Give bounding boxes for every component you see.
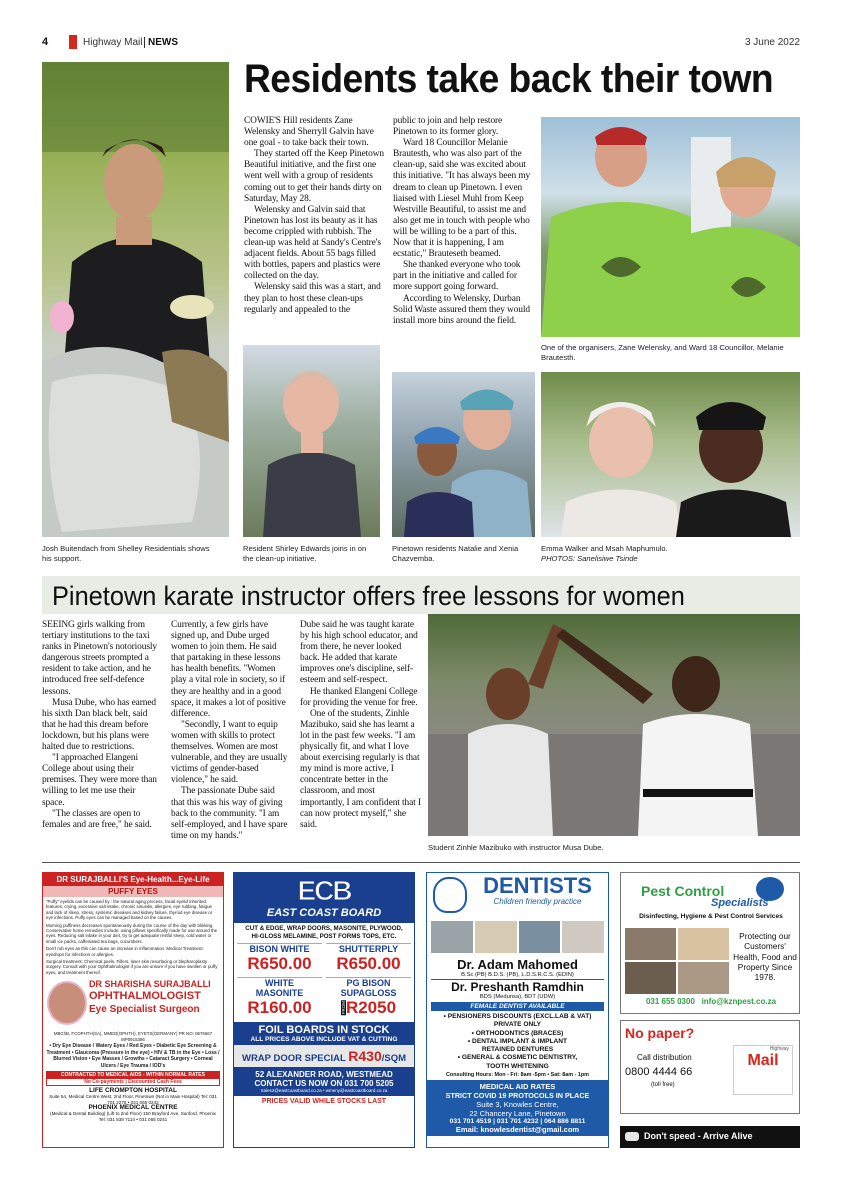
story1-headline: Residents take back their town: [244, 57, 774, 101]
story1-p4: Welensky said this was a start, and they plan to host these clean-ups regularly and appealed to the: [244, 282, 381, 315]
speed-text: Don't speed - Arrive Alive: [644, 1131, 753, 1141]
dent-med1: MEDICAL AID RATES: [479, 1082, 556, 1092]
ecb-p4-price: R2050: [345, 998, 397, 1017]
ecb-wrap-row: [234, 1045, 414, 1067]
caption-organisers: One of the organisers, Zane Welensky, and Ward 18 Councillor, Melanie Brautesth.: [541, 343, 784, 362]
story1-p1: COWIE'S Hill residents Zane Welensky and Sherryll Galvin have one goal - to take back their town.: [244, 116, 374, 149]
page-number: 4: [42, 36, 49, 48]
story2-p8: Dube said he was taught karate by his high school educator, and from there, he never looked back. He added that karate improves one's discipline, self-esteem and self-respect.: [300, 620, 418, 686]
paper-q: No paper?: [625, 1025, 695, 1041]
ad-eye-hosp1: LIFE CROMPTON HOSPITAL: [89, 1087, 177, 1095]
story1-p5: public to join and help restore Pinetown to its former glory.: [393, 116, 503, 138]
caption-emma-text: Emma Walker and Msah Maphumulo.: [541, 544, 668, 553]
story1-col2: [393, 116, 536, 327]
paper-logo-top: Highway: [769, 1046, 789, 1052]
dent-photos: [427, 919, 608, 955]
story2-p4: "The classes are open to females and are free," he said.: [42, 808, 152, 830]
dent-email: Email: knowlesdentist@gmail.com: [455, 1125, 580, 1135]
dent-addr2: 22 Chancery Lane, Pinetown: [469, 1109, 566, 1119]
story2-p1: SEEING girls walking from tertiary institutions to the taxi ranks in Pinetown's notoriously dangerous streets prompted a resident to take action, and he introduced free self-defence lessons.: [42, 620, 157, 697]
ad-east-coast-board: [233, 872, 415, 1148]
ecb-p3-price: R160.00: [247, 998, 312, 1017]
issue-date: 3 June 2022: [744, 37, 800, 48]
ad-eye-doctor: DR SHARISHA SURAJBALLI: [89, 979, 211, 990]
story1-p3: Welensky and Galvin said that Pinetown has lost its beauty as it has become crippled with rubbish. The clean-up was held at Sandy's Centre's adjacent fields. About 55 bags filled with bottles, papers and plastics were collected on the day.: [244, 204, 381, 282]
ecb-p3-label: WHITE MASONITE: [255, 978, 304, 998]
ad-pest-control: [620, 872, 800, 1014]
photo-josh: [42, 62, 229, 537]
ad-eye-puffy: PUFFY EYES: [43, 886, 223, 897]
story2-p7: The passionate Dube said that this was his way of giving back to the community. "I am self-employed, and I have spare time on my hands.": [171, 786, 288, 841]
story2-p6: "Secondly, I want to equip women with skills to protect themselves. Women are most vulnerable, and they are usually victims of gender-based violence," he said.: [171, 719, 288, 786]
pest-protect: Protecting our Customers' Health, Food and Property Since 1978.: [733, 931, 797, 983]
header-divider: [144, 37, 145, 48]
story2-p2: Musa Dube, who has earned his sixth Dan black belt, said that he had this dream before lockdown, but his plans were halted due to restrictions.: [42, 697, 156, 753]
photo-organisers: [541, 117, 800, 337]
ecb-price-box-3: [237, 977, 322, 1018]
dent-title: DENTISTS: [483, 873, 592, 898]
story1-p7: She thanked everyone who took part in the initiative and called for more support going forward.: [393, 260, 521, 293]
ecb-name: EAST COAST BOARD: [266, 907, 382, 919]
pest-sub: Specialists: [711, 897, 769, 909]
story1-p8: According to Welensky, Durban Solid Waste assured them they would install more bins around the field.: [393, 293, 530, 326]
dent-l5: RETAINED DENTURES: [481, 1046, 554, 1054]
ecb-p1-label: BISON WHITE: [249, 944, 310, 954]
paper-num: 0800 4444 66: [625, 1066, 693, 1078]
ecb-line2: HI-GLOSS MELAMINE, POST FORMS TOPS, ETC.: [251, 933, 397, 940]
dent-l6: • GENERAL & COSMETIC DENTISTRY,: [457, 1054, 578, 1062]
caption-karate: Student Zinhle Mazibuko with instructor Musa Dube.: [428, 843, 604, 852]
doctor-avatar: [47, 981, 87, 1025]
story2-p5: Currently, a few girls have signed up, and Dube urged women to join them. He said that partaking in these lessons has health benefits. "Women play a vital role in society, so if they are healthy and in a good space, it makes a lot of positive difference.: [171, 620, 286, 719]
dent-l4: • DENTAL IMPLANT & IMPLANT: [467, 1037, 568, 1045]
header-red-bar: [69, 35, 77, 49]
ad-eye-subtitle: Eye Specialist Surgeon: [89, 1004, 200, 1016]
story2-p3: "I approached Elangeni College about using their premises. They were more than willing to let me use their space.: [42, 753, 157, 808]
tooth-icon: [433, 877, 467, 913]
caption-josh: Josh Buitendach from Shelley Residentials shows his support.: [42, 544, 210, 563]
dent-addr1: Suite 3, Knowles Centre,: [476, 1100, 559, 1110]
ad-arrive-alive: [620, 1126, 800, 1148]
paper-logo: [733, 1045, 793, 1095]
story2-col1: [42, 620, 160, 831]
dent-med2: STRICT COVID 19 PROTOCOLS IN PLACE: [445, 1091, 590, 1101]
story2-col2: [171, 620, 289, 842]
ecb-emails: Sales2@eastcoastboard.co.za • wmeny@eastcoastboard.co.za: [260, 1088, 388, 1093]
story2-p10: One of the students, Zinhle Mazibuko, said she has learnt a lot in the past few weeks. "I am physically fit, and what I love about exercising regularly is that my mind is more active, I concentrate better in the classroom, and most importantly, I am confident that I can now protect myself," she said.: [300, 708, 421, 830]
story2-headline: Pinetown karate instructor offers free lessons for women: [52, 581, 685, 611]
ad-eye-hosp2: PHOENIX MEDICAL CENTRE: [88, 1104, 178, 1112]
story2-p9: He thanked Elangeni College for providing the venue for free.: [300, 686, 418, 708]
pest-images: [625, 928, 729, 994]
dent-sub: Children friendly practice: [493, 897, 582, 906]
dent-l1: • PENSIONERS DISCOUNTS (EXCL.LAB & VAT): [443, 1013, 592, 1020]
ecb-foil-banner: [234, 1022, 414, 1045]
ad-eye-hosp1-addr: Suite 54, Medical Centre West, 2nd Floor, Pinetown (Not in Main Hospital) Tel: 031 701 2276 • 031 065 0242: [49, 1093, 217, 1105]
page-header: [42, 35, 800, 51]
ecb-wrap: WRAP DOOR SPECIAL: [241, 1053, 346, 1064]
ad-eye-title: OPHTHALMOLOGIST: [89, 990, 201, 1003]
ad-eye-body3: Don't rub eyes as this can cause an increase in inflammation. Medical Treatment: eyedrops for infections or allergies.: [46, 946, 204, 957]
section-name: NEWS: [148, 37, 178, 48]
dent-phones: 031 701 4519 | 031 701 4232 | 064 886 8811: [449, 1118, 586, 1126]
dent-l7: TOOTH WHITENING: [486, 1062, 549, 1070]
ad-dentists: [426, 872, 609, 1148]
ad-eye-body1: "Puffy" eyelids can be caused by : the natural aging process, facial eyelid inherited features, crying, excessive salt intake, chronic sinusitis, allergies, eye rubbing, fatigue and lack of sleep, stress, systemic diseases and kidney failure, thyroid eye disease or eye infections. Puffy eyes can be managed based on the causes.: [46, 899, 213, 921]
dent-dr1: Dr. Adam Mahomed: [457, 957, 578, 972]
dent-hours: Consulting Hours: Mon - Fri: 8am -5pm • Sat: 8am - 1pm: [446, 1072, 589, 1079]
caption-photo-credit: PHOTOS: Sanelisiwe Tsinde: [541, 554, 638, 563]
publication-name: Highway Mail: [83, 37, 143, 48]
caption-shirley: Resident Shirley Edwards joins in on the clean-up initiative.: [243, 544, 367, 563]
ecb-addr: 52 ALEXANDER ROAD, WESTMEAD: [255, 1070, 393, 1079]
dent-female: FEMALE DENTIST AVAILABLE: [431, 1002, 604, 1011]
ad-eye-body2: Morning puffiness decreases spontaneously during the course of the day with blinking. Conservative home remedies include: using pillows specifically made for use around the eyes. Reducing salt intake in your diet, try to get adequate restful sleep, cold water or small ice packs, caffeinated tea bags, cucumbers.: [46, 922, 218, 944]
dent-dr1-q: B.Sc (PB) B.D.S. (PB), L.D.S.R.C.S. (EDIN): [431, 972, 604, 980]
ecb-price-box-4: [326, 977, 411, 1018]
paper-logo-text: Mail: [747, 1052, 779, 1069]
pest-title: Pest Control: [641, 883, 725, 899]
ecb-price-box-1: [237, 943, 322, 974]
ecb-wrap-unit: /SQM: [381, 1053, 407, 1064]
ad-eye-services: • Dry Eye Disease / Watery Eyes / Red Eyes • Diabetic Eye Screening & Treatment • Glaucoma (Pressure in the eye) • HIV & TB in the Eye • Loss / Blurred Vision • Eye Masses / Growths • Cataract Surgery • Corneal Ulcers / Eye Trauma / IOD's: [46, 1043, 220, 1069]
photo-karate: [428, 614, 800, 836]
story2-col3: [300, 620, 421, 831]
pest-tag: Disinfecting, Hygiene & Pest Control Services: [639, 913, 783, 920]
ad-eye-top: DR SURAJBALLI'S Eye-Health...Eye-Life: [43, 873, 223, 886]
dent-dr2-q: BDS (Medunsa), BDT (UDW): [479, 994, 556, 1000]
ecb-foil2: ALL PRICES ABOVE INCLUDE VAT & CUTTING: [250, 1036, 398, 1043]
ad-eye-contracted1: CONTRACTED TO MEDICAL AIDS - WITHIN NORMAL RATES: [61, 1072, 205, 1079]
photo-shirley: [243, 345, 380, 537]
caption-natalie: Pinetown residents Natalie and Xenia Chazvemba.: [392, 544, 519, 563]
dent-dr2: Dr. Preshanth Ramdhin: [451, 980, 584, 994]
ecb-wrap-price: R430: [348, 1048, 382, 1064]
ad-no-paper: [620, 1020, 800, 1114]
ad-eye-contracted: [46, 1071, 220, 1086]
ecb-price-box-2: [326, 943, 411, 974]
ecb-p2-price: R650.00: [336, 954, 401, 973]
ecb-p4-from: FROM: [340, 1001, 346, 1015]
story1-p2: They started off the Keep Pinetown Beautiful initiative, and the first one went well with a group of residents coming out to get their hands dirty on Saturday, May 28.: [244, 149, 384, 204]
dent-l2: PRIVATE ONLY: [493, 1021, 542, 1029]
dent-l3: • ORTHODONTICS (BRACES): [471, 1029, 564, 1037]
ecb-logo-letters: ECB: [297, 875, 351, 906]
ad-eye-quals: MBChB, FCOPHTH(SA), MMED(OPHTH), EYETS(GERMANY) PR NO: 0676667 MP0915386: [53, 1031, 213, 1042]
paper-call: Call distribution: [637, 1053, 692, 1062]
photo-natalie: [392, 372, 535, 537]
story1-p6: Ward 18 Councillor Melanie Brautesth, who was also part of the clean-up, said she was excited about this initiative. "It has always been my dream to clean up Pinetown. I even liaised with Liesel Muhl from Keep Westville Beautiful, to assist me and also get me in touch with people who will be willing to be a part of this. Now that it is happening, I am ecstatic," Brauteseth beamed.: [393, 138, 531, 260]
photo-emma: [541, 372, 800, 537]
ecb-foil1: FOIL BOARDS IN STOCK: [258, 1024, 390, 1036]
caption-emma: [541, 544, 800, 564]
ad-eye-hosp2-addr: (Medical & Dental Building) (Lift to 2nd Floor) 150 Brayford Ave, Sunford, Phoenix Tel: 031 538 7114 • 031 065 0241: [50, 1111, 216, 1123]
ecb-p4-label: PG BISON SUPAGLOSS: [340, 978, 397, 998]
ad-eye-body4: Surgical treatment: Chemical peels, Fillers, laser skin resurfacing or blepharoplasty surgery. Consult with your Ophthalmologist if you are unsure if you have swollen or puffy eyes, and treatment thereof.: [46, 959, 218, 975]
ad-eye-specialist: [42, 872, 224, 1148]
ecb-line1: CUT & EDGE, WRAP DOORS, MASONITE, PLYWOOD,: [245, 925, 403, 932]
ads-divider: [42, 862, 800, 863]
pest-email: info@kznpest.co.za: [701, 997, 777, 1006]
ecb-p2-label: SHUTTERPLY: [338, 944, 399, 954]
story1-col1: [244, 116, 389, 316]
ecb-valid: PRICES VALID WHILE STOCKS LAST: [261, 1098, 387, 1105]
ad-eye-contracted2: No Co-payments | Discounted Cash Fees: [47, 1079, 219, 1086]
paper-free: (toll free): [651, 1082, 675, 1088]
ecb-p1-price: R650.00: [247, 954, 312, 973]
pest-phone: 031 655 0300: [645, 997, 695, 1006]
ecb-contact: CONTACT US NOW ON 031 700 5205: [254, 1079, 394, 1088]
speed-icon: [625, 1132, 639, 1141]
